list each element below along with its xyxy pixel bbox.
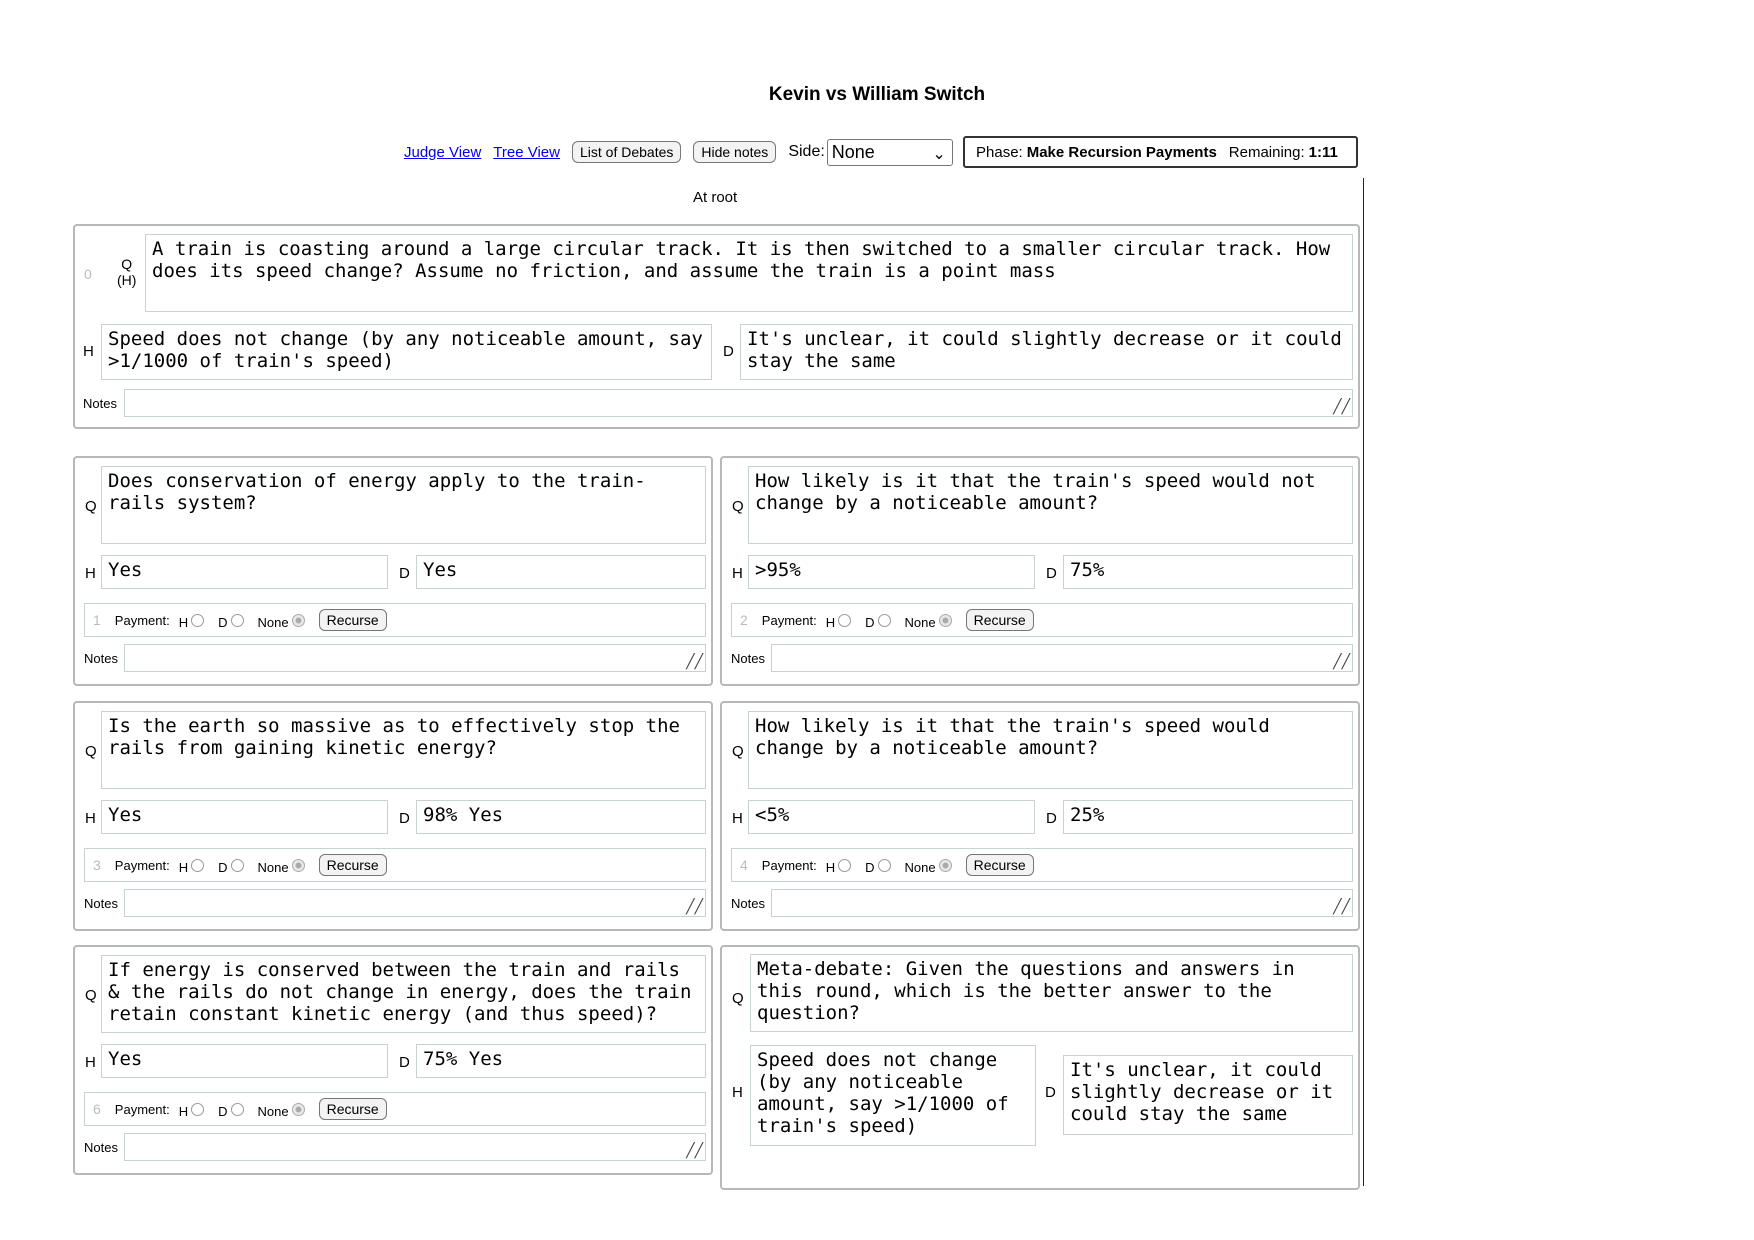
resize-grip-icon[interactable]: ╱╱ — [686, 1142, 703, 1158]
notes-input[interactable] — [771, 889, 1353, 917]
payment-none-label: None — [257, 1103, 289, 1119]
subquestion-d-answer[interactable]: 75% Yes — [416, 1044, 706, 1078]
d-label: D — [399, 810, 410, 827]
q-label: Q — [85, 498, 97, 515]
payment-none-label: None — [257, 859, 289, 875]
subquestion-index: 1 — [93, 612, 101, 628]
payment-h-label: H — [178, 614, 189, 630]
payment-label: Payment: — [761, 857, 817, 873]
subquestion-index: 3 — [93, 857, 101, 873]
meta-question-text[interactable]: Meta-debate: Given the questions and answers in this round, which is the better answer to the question? — [750, 954, 1353, 1032]
location-label: At root — [693, 189, 738, 206]
notes-input[interactable] — [124, 889, 706, 917]
h-label: H — [85, 810, 96, 827]
tree-view-link[interactable]: Tree View — [493, 143, 560, 161]
payment-d-label: D — [218, 859, 228, 875]
payment-none-radio[interactable] — [292, 859, 305, 872]
payment-d-label: D — [218, 1103, 228, 1119]
notes-label: Notes — [83, 396, 117, 411]
question-index: 0 — [84, 266, 92, 282]
payment-label: Payment: — [114, 612, 170, 628]
resize-grip-icon[interactable]: ╱╱ — [1333, 398, 1350, 414]
root-h-answer[interactable]: Speed does not change (by any noticeable amount, say >1/1000 of train's speed) — [101, 324, 712, 380]
judge-view-link[interactable]: Judge View — [404, 143, 482, 161]
subquestion-index: 2 — [740, 612, 748, 628]
notes-input[interactable] — [124, 1133, 706, 1161]
subquestion-index: 6 — [93, 1101, 101, 1117]
payment-none-radio[interactable] — [939, 614, 952, 627]
payment-label: Payment: — [761, 612, 817, 628]
payment-d-radio[interactable] — [231, 614, 244, 627]
subquestion-d-answer[interactable]: Yes — [416, 555, 706, 589]
phase-indicator — [963, 136, 1358, 168]
notes-input[interactable] — [124, 644, 706, 672]
top-toolbar — [404, 137, 965, 167]
recurse-button[interactable]: Recurse — [319, 1098, 387, 1120]
d-label: D — [399, 565, 410, 582]
payment-row — [84, 1092, 706, 1126]
side-label: Side: — [788, 143, 825, 160]
resize-grip-icon[interactable]: ╱╱ — [686, 898, 703, 914]
subquestion-box — [73, 945, 713, 1175]
chevron-down-icon: ⌄ — [932, 145, 946, 163]
payment-none-label: None — [904, 614, 936, 630]
payment-row — [84, 603, 706, 637]
resize-grip-icon[interactable]: ╱╱ — [1333, 898, 1350, 914]
subquestion-text[interactable]: Does conservation of energy apply to the train-rails system? — [101, 466, 706, 544]
root-question-text[interactable]: A train is coasting around a large circular track. It is then switched to a smaller circular track. How does its speed change? Assume no friction, and assume the train is a point mass — [145, 234, 1353, 312]
payment-row — [731, 848, 1353, 882]
notes-label: Notes — [84, 1140, 118, 1155]
h-label: H — [83, 343, 94, 360]
h-label: H — [732, 1084, 743, 1101]
payment-row — [84, 848, 706, 882]
payment-h-label: H — [178, 1103, 189, 1119]
payment-d-label: D — [865, 859, 875, 875]
payment-h-radio[interactable] — [191, 1103, 204, 1116]
subquestion-d-answer[interactable]: 75% — [1063, 555, 1353, 589]
d-label: D — [1046, 810, 1057, 827]
subquestion-box — [720, 701, 1360, 931]
subquestion-box — [73, 701, 713, 931]
payment-label: Payment: — [114, 1101, 170, 1117]
payment-none-label: None — [257, 614, 289, 630]
subquestion-h-answer[interactable]: <5% — [748, 800, 1035, 834]
payment-none-radio[interactable] — [292, 1103, 305, 1116]
payment-d-label: D — [865, 614, 875, 630]
phase-label: Phase: — [976, 143, 1023, 161]
payment-none-radio[interactable] — [939, 859, 952, 872]
payment-none-label: None — [904, 859, 936, 875]
notes-label: Notes — [84, 896, 118, 911]
d-label: D — [1046, 565, 1057, 582]
subquestion-box — [73, 456, 713, 686]
d-label: D — [1045, 1084, 1056, 1101]
payment-h-radio[interactable] — [191, 859, 204, 872]
q-label: Q — [732, 743, 744, 760]
h-label: H — [85, 1054, 96, 1071]
subquestion-h-answer[interactable]: >95% — [748, 555, 1035, 589]
list-of-debates-button[interactable]: List of Debates — [572, 141, 681, 163]
subquestion-text[interactable]: If energy is conserved between the train and rails & the rails do not change in energy, does the train retain constant kinetic energy (and thus speed)? — [101, 955, 706, 1033]
payment-h-label: H — [825, 859, 836, 875]
subquestion-h-answer[interactable]: Yes — [101, 555, 388, 589]
q-label: Q — [732, 990, 744, 1007]
subquestion-box — [720, 456, 1360, 686]
resize-grip-icon[interactable]: ╱╱ — [1333, 653, 1350, 669]
q-label: Q — [85, 987, 97, 1004]
meta-d-answer[interactable]: It's unclear, it could slightly decrease or it could stay the same — [1063, 1055, 1353, 1135]
notes-label: Notes — [84, 651, 118, 666]
subquestion-index: 4 — [740, 857, 748, 873]
subquestion-h-answer[interactable]: Yes — [101, 800, 388, 834]
subquestion-text[interactable]: Is the earth so massive as to effectively stop the rails from gaining kinetic energy? — [101, 711, 706, 789]
root-d-answer[interactable]: It's unclear, it could slightly decrease or it could stay the same — [740, 324, 1353, 380]
remaining-value: 1:11 — [1308, 143, 1338, 161]
payment-h-radio[interactable] — [838, 859, 851, 872]
notes-label: Notes — [731, 896, 765, 911]
resize-grip-icon[interactable]: ╱╱ — [686, 653, 703, 669]
page-title: Kevin vs William Switch — [768, 84, 986, 105]
phase-value: Make Recursion Payments — [1026, 143, 1217, 161]
payment-d-radio[interactable] — [231, 1103, 244, 1116]
subquestion-text[interactable]: How likely is it that the train's speed would change by a noticeable amount? — [748, 711, 1353, 789]
payment-label: Payment: — [114, 857, 170, 873]
notes-input[interactable] — [771, 644, 1353, 672]
payment-none-radio[interactable] — [292, 614, 305, 627]
d-label: D — [723, 343, 734, 360]
root-question-box — [73, 224, 1360, 429]
payment-d-radio[interactable] — [231, 859, 244, 872]
subquestion-d-answer[interactable]: 25% — [1063, 800, 1353, 834]
payment-h-radio[interactable] — [838, 614, 851, 627]
h-label: H — [732, 565, 743, 582]
subquestion-h-answer[interactable]: Yes — [101, 1044, 388, 1078]
hide-notes-button[interactable]: Hide notes — [693, 141, 776, 163]
notes-label: Notes — [731, 651, 765, 666]
recurse-button[interactable]: Recurse — [966, 854, 1034, 876]
divider-line — [1363, 178, 1364, 1186]
recurse-button[interactable]: Recurse — [319, 609, 387, 631]
root-notes-input[interactable] — [124, 389, 1353, 417]
payment-h-label: H — [178, 859, 189, 875]
payment-h-label: H — [825, 614, 836, 630]
remaining-label: Remaining: — [1228, 143, 1305, 161]
subquestion-d-answer[interactable]: 98% Yes — [416, 800, 706, 834]
h-label: H — [85, 565, 96, 582]
h-label: H — [732, 810, 743, 827]
meta-h-answer[interactable]: Speed does not change (by any noticeable amount, say >1/1000 of train's speed) — [750, 1045, 1036, 1146]
side-select-value: None — [831, 141, 875, 162]
payment-row — [731, 603, 1353, 637]
q-label: Q — [732, 498, 744, 515]
recurse-button[interactable]: Recurse — [319, 854, 387, 876]
payment-d-radio[interactable] — [878, 614, 891, 627]
recurse-button[interactable]: Recurse — [966, 609, 1034, 631]
d-label: D — [399, 1054, 410, 1071]
meta-debate-box — [720, 945, 1360, 1190]
side-select[interactable] — [827, 139, 953, 166]
payment-d-label: D — [218, 614, 228, 630]
payment-h-radio[interactable] — [191, 614, 204, 627]
subquestion-text[interactable]: How likely is it that the train's speed would not change by a noticeable amount? — [748, 466, 1353, 544]
q-label: Q — [85, 743, 97, 760]
question-label: Q (H) — [117, 256, 137, 288]
payment-d-radio[interactable] — [878, 859, 891, 872]
